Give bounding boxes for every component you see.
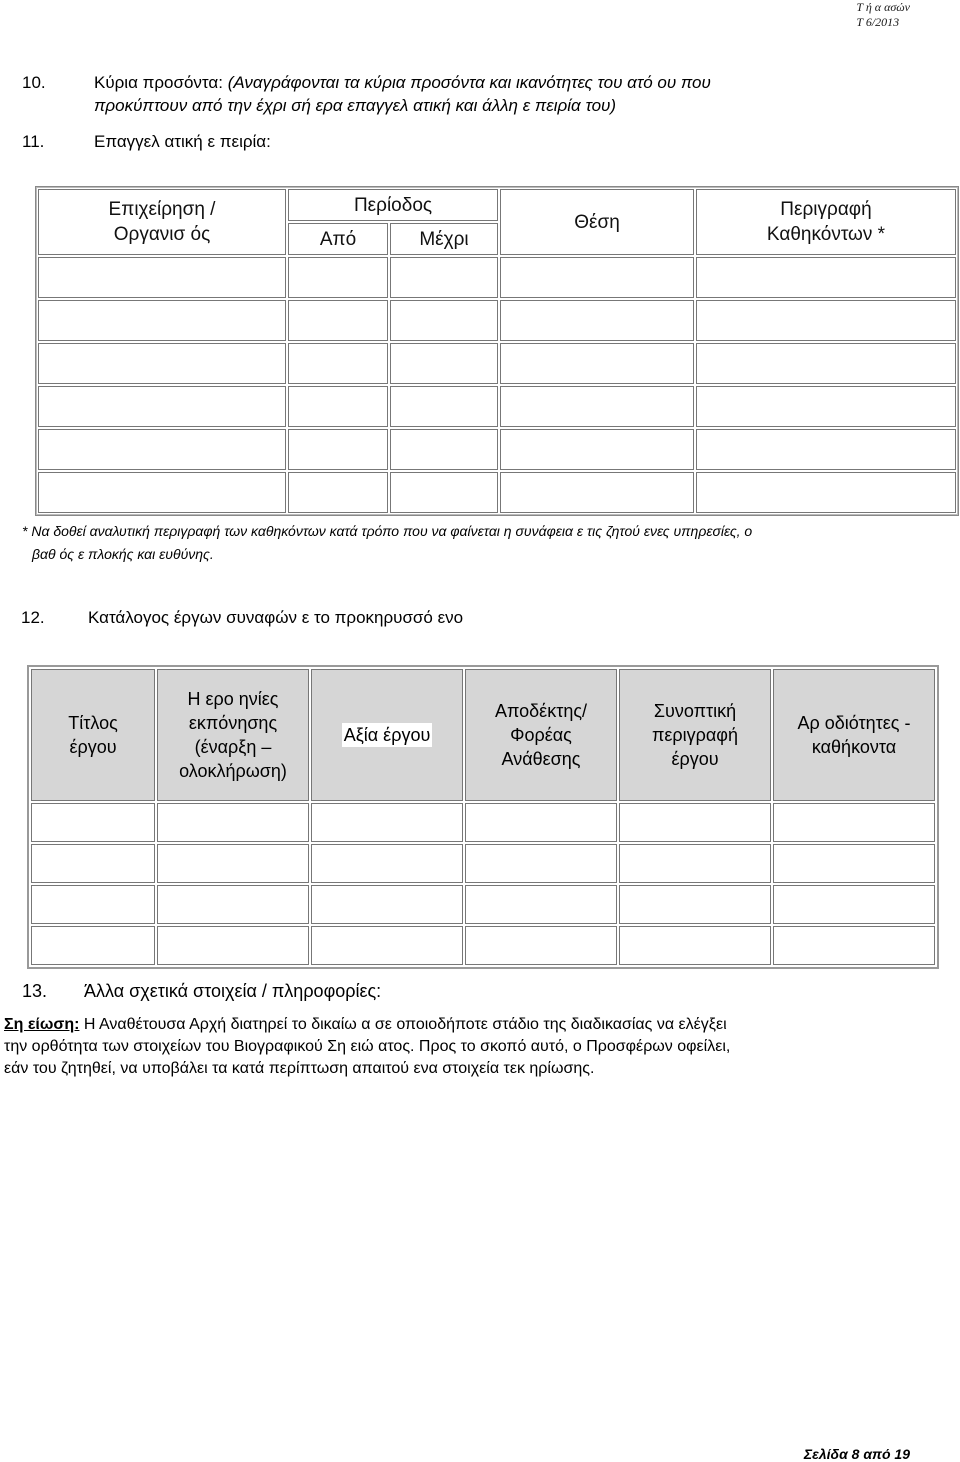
table-cell[interactable] bbox=[311, 926, 463, 965]
table-cell[interactable] bbox=[288, 472, 388, 513]
table-cell[interactable] bbox=[38, 300, 286, 341]
section-11-heading bbox=[22, 131, 271, 153]
header-project-title bbox=[31, 669, 155, 801]
table-cell[interactable] bbox=[773, 844, 935, 883]
table-cell[interactable] bbox=[696, 300, 956, 341]
header-from: Από bbox=[288, 223, 388, 255]
table-row bbox=[38, 472, 956, 513]
table-cell[interactable] bbox=[773, 926, 935, 965]
duties-footnote bbox=[22, 520, 942, 566]
header-period: Περίοδος bbox=[288, 189, 498, 221]
table-cell[interactable] bbox=[38, 386, 286, 427]
table-cell[interactable] bbox=[773, 803, 935, 842]
table-cell[interactable] bbox=[500, 257, 694, 298]
table-cell[interactable] bbox=[38, 472, 286, 513]
header-project-recipient bbox=[465, 669, 617, 801]
table-cell[interactable] bbox=[288, 343, 388, 384]
table-cell[interactable] bbox=[288, 257, 388, 298]
header-organization-line-2: Οργανισ ός bbox=[113, 224, 211, 245]
header-project-summary bbox=[619, 669, 771, 801]
note-paragraph bbox=[4, 1014, 944, 1080]
table-row bbox=[38, 300, 956, 341]
header-organization bbox=[38, 189, 286, 255]
page-number: Σελίδα 8 από 19 bbox=[803, 1446, 910, 1462]
footnote-line-1: * Να δοθεί αναλυτική περιγραφή των καθηκόντων κατά τρόπο που να φαίνεται η συνάφεια ε τις ζητού ενες υπηρεσίες, ο bbox=[22, 523, 753, 539]
section-13-heading bbox=[22, 980, 381, 1002]
header-project-title-line-2: έργου bbox=[69, 737, 117, 757]
section-12-heading bbox=[21, 607, 463, 629]
note-line-3: εάν του ζητηθεί, να υποβάλει τα κατά περίπτωση απαιτού ενα στοιχεία τεκ ηρίωσης. bbox=[4, 1060, 595, 1077]
table-cell[interactable] bbox=[465, 885, 617, 924]
header-position: Θέση bbox=[500, 189, 694, 255]
table-cell[interactable] bbox=[465, 926, 617, 965]
header-duties-line-2: καθήκοντα bbox=[811, 737, 897, 757]
table-cell[interactable] bbox=[38, 257, 286, 298]
table-cell[interactable] bbox=[288, 429, 388, 470]
table-cell[interactable] bbox=[500, 472, 694, 513]
table-row bbox=[38, 429, 956, 470]
table-cell[interactable] bbox=[390, 300, 498, 341]
header-project-title-line-1: Τίτλος bbox=[68, 713, 118, 733]
table-cell[interactable] bbox=[31, 926, 155, 965]
header-duties-line-1: Αρ οδιότητες - bbox=[797, 713, 911, 733]
table-cell[interactable] bbox=[500, 300, 694, 341]
table-cell[interactable] bbox=[288, 386, 388, 427]
section-12-title: Κατάλογος έργων συναφών ε το προκηρυσσό ενο bbox=[88, 608, 464, 627]
header-duties-description bbox=[696, 189, 956, 255]
table-row bbox=[31, 885, 935, 924]
header-line-2: Τ 6/2013 bbox=[856, 15, 900, 29]
table-cell[interactable] bbox=[390, 386, 498, 427]
header-recipient-line-2: Φορέας bbox=[510, 725, 572, 745]
section-10-desc-1: (Αναγράφονται τα κύρια προσόντα και ικανότητες του ατό ου που bbox=[227, 73, 711, 92]
header-to: Μέχρι bbox=[390, 223, 498, 255]
table-cell[interactable] bbox=[31, 844, 155, 883]
section-11-title: Επαγγελ ατική ε πειρία: bbox=[94, 132, 271, 151]
header-recipient-line-1: Αποδέκτης/ bbox=[494, 701, 588, 721]
table-row bbox=[31, 803, 935, 842]
table-cell[interactable] bbox=[288, 300, 388, 341]
table-cell[interactable] bbox=[696, 386, 956, 427]
table-cell[interactable] bbox=[500, 429, 694, 470]
projects-table bbox=[27, 665, 939, 969]
footnote-line-2: βαθ ός ε πλοκής και ευθύνης. bbox=[32, 546, 214, 562]
table-cell[interactable] bbox=[157, 844, 309, 883]
header-recipient-line-3: Ανάθεσης bbox=[501, 749, 581, 769]
table-cell[interactable] bbox=[31, 803, 155, 842]
table-cell[interactable] bbox=[38, 429, 286, 470]
table-cell[interactable] bbox=[619, 926, 771, 965]
table-cell[interactable] bbox=[500, 386, 694, 427]
table-cell[interactable] bbox=[696, 472, 956, 513]
table-cell[interactable] bbox=[390, 257, 498, 298]
header-dates-line-2: εκπόνησης bbox=[188, 713, 278, 733]
header-duties-line-1: Περιγραφή bbox=[780, 199, 872, 220]
table-cell[interactable] bbox=[311, 844, 463, 883]
section-12-number: 12. bbox=[21, 608, 45, 627]
table-row bbox=[38, 386, 956, 427]
table-cell[interactable] bbox=[500, 343, 694, 384]
table-cell[interactable] bbox=[311, 803, 463, 842]
table-cell[interactable] bbox=[619, 885, 771, 924]
header-duties-line-2: Καθηκόντων * bbox=[766, 224, 886, 245]
header-organization-line-1: Επιχείρηση / bbox=[108, 199, 216, 220]
table-cell[interactable] bbox=[390, 472, 498, 513]
header-dates-line-3: (έναρξη – bbox=[194, 737, 272, 757]
table-cell[interactable] bbox=[31, 885, 155, 924]
section-13-title: Άλλα σχετικά στοιχεία / πληροφορίες: bbox=[84, 981, 382, 1001]
header-project-value-label: Αξία έργου bbox=[343, 725, 431, 745]
section-10-heading bbox=[22, 72, 711, 94]
table-cell[interactable] bbox=[311, 885, 463, 924]
note-label: Ση είωση: bbox=[4, 1016, 80, 1033]
table-cell[interactable] bbox=[696, 429, 956, 470]
table-cell[interactable] bbox=[619, 844, 771, 883]
table-cell[interactable] bbox=[465, 844, 617, 883]
table-cell[interactable] bbox=[696, 257, 956, 298]
section-11-number: 11. bbox=[22, 132, 45, 151]
experience-table bbox=[35, 186, 959, 516]
header-summary-line-2: περιγραφή bbox=[651, 725, 738, 745]
table-cell[interactable] bbox=[157, 926, 309, 965]
section-13-number: 13. bbox=[22, 981, 48, 1001]
table-cell[interactable] bbox=[696, 343, 956, 384]
table-cell[interactable] bbox=[157, 885, 309, 924]
table-cell[interactable] bbox=[390, 429, 498, 470]
table-cell[interactable] bbox=[157, 803, 309, 842]
header-line-1: Τ ή α ασών bbox=[856, 0, 910, 14]
table-row bbox=[38, 343, 956, 384]
table-cell[interactable] bbox=[773, 885, 935, 924]
header-dates-line-1: Η ερο ηνίες bbox=[187, 689, 279, 709]
header-dates-line-4: ολοκλήρωση) bbox=[179, 761, 287, 781]
header-project-dates bbox=[157, 669, 309, 801]
header-project-duties bbox=[773, 669, 935, 801]
note-line-2: την ορθότητα των στοιχείων του Βιογραφικού Ση ειώ ατος. Προς το σκοπό αυτό, ο Προσφέρων οφείλει, bbox=[4, 1038, 731, 1055]
table-cell[interactable] bbox=[465, 803, 617, 842]
table-row bbox=[31, 926, 935, 965]
note-line-1: Η Αναθέτουσα Αρχή διατηρεί το δικαίω α σε οποιοδήποτε στάδιο της διαδικασίας να ελέγξει bbox=[79, 1016, 727, 1033]
table-cell[interactable] bbox=[38, 343, 286, 384]
section-10-number: 10. bbox=[22, 73, 46, 92]
table-row bbox=[31, 844, 935, 883]
section-10-desc-2: προκύπτουν από την έχρι σή ερα επαγγελ ατική και άλλη ε πειρία του) bbox=[94, 96, 617, 115]
section-10-title: Κύρια προσόντα: bbox=[94, 73, 223, 92]
header-project-value bbox=[311, 669, 463, 801]
running-header bbox=[856, 0, 910, 30]
header-summary-line-1: Συνοπτική bbox=[653, 701, 737, 721]
table-cell[interactable] bbox=[390, 343, 498, 384]
table-cell[interactable] bbox=[619, 803, 771, 842]
table-row bbox=[38, 257, 956, 298]
header-summary-line-3: έργου bbox=[671, 749, 719, 769]
